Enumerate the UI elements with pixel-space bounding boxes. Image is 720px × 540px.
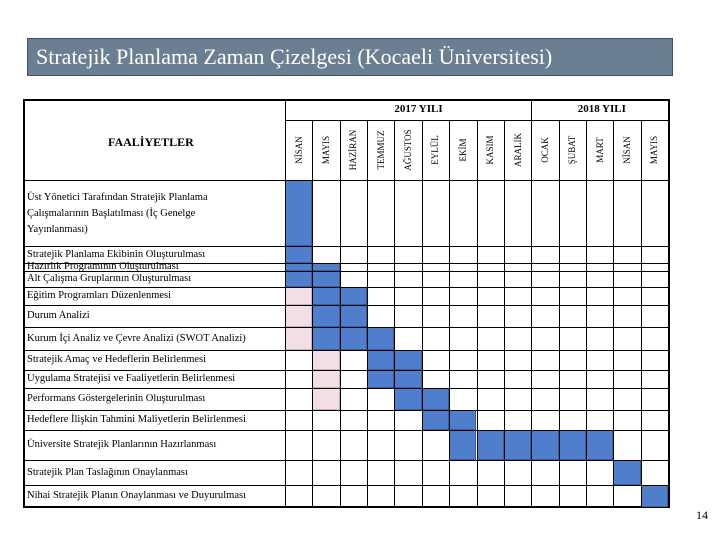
timeline-bar-blue bbox=[586, 430, 613, 460]
month-label bbox=[565, 122, 579, 178]
activity-label bbox=[27, 331, 246, 347]
row-divider bbox=[24, 485, 668, 486]
timeline-bar-blue bbox=[449, 430, 476, 460]
title-bar bbox=[27, 38, 673, 76]
row-divider bbox=[24, 410, 668, 411]
activity-label-line: Performans Göstergelerinin Oluşturulması bbox=[27, 393, 206, 404]
month-column-divider bbox=[422, 120, 423, 507]
timeline-bar-blue bbox=[312, 271, 339, 287]
month-text: OCAK bbox=[539, 137, 550, 163]
month-column-divider bbox=[531, 100, 532, 507]
month-text: NİSAN bbox=[621, 136, 632, 164]
timeline-bar-blue bbox=[312, 287, 339, 305]
timeline-bar-pink bbox=[312, 370, 339, 388]
activity-label-line: Çalışmalarının Başlatılması (İç Genelge bbox=[27, 208, 196, 219]
row-divider bbox=[24, 460, 668, 461]
activity-label-line: Eğitim Programları Düzenlenmesi bbox=[27, 290, 172, 301]
month-label bbox=[401, 122, 415, 178]
month-text: EYLÜL bbox=[430, 135, 441, 165]
month-text: ARALIK bbox=[512, 133, 523, 167]
timeline-bar-blue bbox=[394, 388, 421, 410]
row-divider bbox=[24, 246, 668, 247]
month-text: HAZİRAN bbox=[348, 129, 359, 171]
year-label-2018: 2018 YILI bbox=[577, 103, 626, 115]
activity-label-line: Üniversite Stratejik Planlarının Hazırlanması bbox=[27, 439, 217, 450]
month-column-divider bbox=[559, 120, 560, 507]
month-label bbox=[292, 122, 306, 178]
activity-label-line: Nihai Stratejik Planın Onaylanması ve Duyurulması bbox=[27, 490, 247, 501]
page-title: Stratejik Planlama Zaman Çizelgesi (Kocaeli Üniversitesi) bbox=[36, 44, 553, 69]
timeline-bar-blue bbox=[312, 327, 339, 350]
row-divider bbox=[24, 350, 668, 351]
timeline-bar-blue bbox=[504, 430, 531, 460]
timeline-bar-blue bbox=[285, 180, 312, 246]
month-column-divider bbox=[312, 120, 313, 507]
timeline-bar-blue bbox=[312, 305, 339, 327]
timeline-bar-blue bbox=[367, 350, 394, 370]
timeline-bar-pink bbox=[285, 305, 312, 327]
timeline-bar-blue bbox=[367, 327, 394, 350]
activity-label bbox=[27, 288, 171, 304]
month-text: KASIM bbox=[485, 135, 496, 165]
row-divider bbox=[24, 370, 668, 371]
month-text: NİSAN bbox=[293, 136, 304, 164]
month-label bbox=[620, 122, 634, 178]
timeline-bar-blue bbox=[641, 485, 668, 507]
month-label bbox=[538, 122, 552, 178]
month-text: EKİM bbox=[457, 138, 468, 162]
activity-label bbox=[27, 488, 246, 504]
month-column-divider bbox=[477, 120, 478, 507]
activity-label bbox=[27, 437, 216, 453]
activity-label bbox=[27, 371, 235, 387]
month-label bbox=[428, 122, 442, 178]
month-column-divider bbox=[613, 120, 614, 507]
month-column-divider bbox=[367, 120, 368, 507]
timeline-bar-pink bbox=[312, 388, 339, 410]
activity-label-line: Stratejik Plan Taslağının Onaylanması bbox=[27, 466, 188, 478]
activity-label-line: Stratejik Amaç ve Hedeflerin Belirlenmesi bbox=[27, 354, 207, 365]
timeline-bar-blue bbox=[531, 430, 558, 460]
timeline-bar-blue bbox=[422, 388, 449, 410]
row-divider bbox=[24, 327, 668, 328]
month-text: MAYIS bbox=[649, 135, 660, 165]
month-text: MAYIS bbox=[321, 135, 332, 165]
timeline-bar-blue bbox=[285, 263, 312, 271]
activity-label bbox=[27, 308, 90, 324]
timeline-bar-blue bbox=[367, 370, 394, 388]
label-column-divider bbox=[285, 100, 286, 507]
timeline-bar-blue bbox=[477, 430, 504, 460]
month-column-divider bbox=[394, 120, 395, 507]
activity-label bbox=[27, 352, 206, 368]
activity-label-line: Yayınlanması) bbox=[27, 224, 88, 235]
activity-label-line: Durum Analizi bbox=[27, 310, 90, 321]
timeline-bar-pink bbox=[312, 350, 339, 370]
row-divider bbox=[24, 287, 668, 288]
timeline-bar-pink bbox=[285, 327, 312, 350]
month-label bbox=[319, 122, 333, 178]
activity-label bbox=[27, 190, 208, 238]
month-label bbox=[456, 122, 470, 178]
header-divider bbox=[24, 180, 668, 181]
timeline-bar-blue bbox=[559, 430, 586, 460]
timeline-bar-blue bbox=[312, 263, 339, 271]
month-label bbox=[483, 122, 497, 178]
activity-label-line: Hazırlık Programının Oluşturulması bbox=[27, 261, 179, 272]
month-column-divider bbox=[449, 120, 450, 507]
month-column-divider bbox=[641, 120, 642, 507]
activities-header: FAALİYETLER bbox=[108, 135, 194, 149]
month-label bbox=[593, 122, 607, 178]
activity-label bbox=[27, 271, 191, 287]
activity-label-line: Üst Yönetici Tarafından Stratejik Planlama bbox=[27, 192, 208, 203]
row-divider bbox=[24, 263, 668, 264]
timeline-bar-blue bbox=[449, 410, 476, 430]
activity-label-line: Stratejik Planlama Ekibinin Oluşturulması bbox=[27, 248, 206, 260]
activity-label bbox=[27, 465, 188, 481]
timeline-bar-blue bbox=[422, 410, 449, 430]
year-label-2017: 2017 YILI bbox=[394, 103, 443, 115]
month-label bbox=[511, 122, 525, 178]
timeline-bar-blue bbox=[340, 305, 367, 327]
row-divider bbox=[24, 271, 668, 272]
row-divider bbox=[24, 305, 668, 306]
row-divider bbox=[24, 430, 668, 431]
activity-label-line: Kurum İçi Analiz ve Çevre Analizi (SWOT Analizi) bbox=[27, 332, 246, 344]
month-column-divider bbox=[586, 120, 587, 507]
month-column-divider bbox=[504, 120, 505, 507]
page-number: 14 bbox=[696, 508, 708, 522]
month-label bbox=[346, 122, 360, 178]
timeline-bar-blue bbox=[285, 246, 312, 263]
activity-label-line: Uygulama Stratejisi ve Faaliyetlerin Belirlenmesi bbox=[27, 373, 236, 384]
timeline-bar-pink bbox=[285, 287, 312, 305]
month-text: TEMMUZ bbox=[375, 130, 386, 170]
timeline-bar-blue bbox=[340, 327, 367, 350]
month-text: ŞUBAT bbox=[567, 135, 578, 165]
month-text: AĞUSTOS bbox=[403, 129, 414, 171]
timeline-bar-blue bbox=[285, 271, 312, 287]
month-text: MART bbox=[594, 137, 605, 163]
timeline-bar-blue bbox=[394, 370, 421, 388]
activity-label bbox=[27, 412, 246, 428]
timeline-bar-blue bbox=[394, 350, 421, 370]
timeline-bar-blue bbox=[613, 460, 640, 485]
month-column-divider bbox=[340, 120, 341, 507]
month-label bbox=[647, 122, 661, 178]
month-label bbox=[374, 122, 388, 178]
activity-label-line: Alt Çalışma Gruplarının Oluşturulması bbox=[27, 273, 192, 284]
activity-label-line: Hedeflere İlişkin Tahmini Maliyetlerin Belirlenmesi bbox=[27, 414, 246, 425]
timeline-bar-blue bbox=[340, 287, 367, 305]
activity-label bbox=[27, 391, 205, 407]
row-divider bbox=[24, 388, 668, 389]
